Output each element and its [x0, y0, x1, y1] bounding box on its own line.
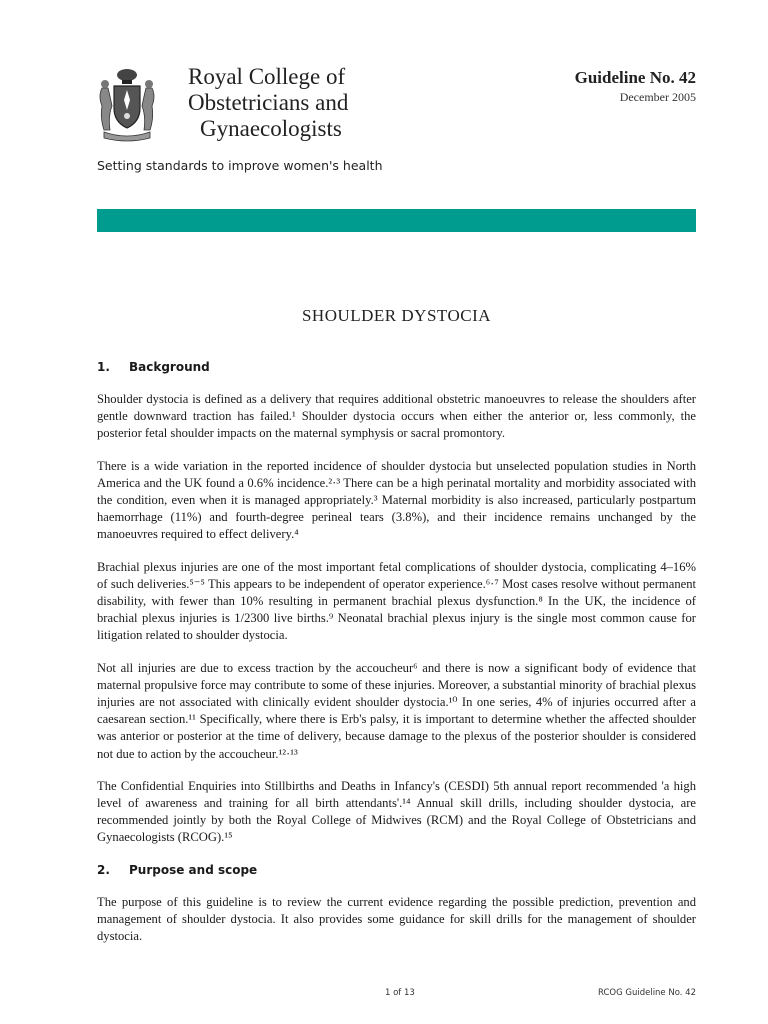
section-title: Background [129, 360, 210, 374]
coat-of-arms-icon [96, 66, 158, 142]
paragraph: The purpose of this guideline is to review the current evidence regarding the possible prediction, prevention and management of shoulder dystocia. It also provides some guidance for skill drills for the management of shoulder dystocia. [97, 894, 696, 944]
paragraph: Brachial plexus injuries are one of the most important fetal complications of shoulder dystocia, complicating 4–16% of such deliveries.⁵⁻⁵ This appears to be independent of operator experience.⁶·⁷ Most cases resolve without permanent disability, with fewer than 10% resulting in permanent brachial plexus dysfunction.⁸ In the UK, the incidence of brachial plexus injuries is 1/2300 live births.⁹ Neonatal brachial plexus injury is the single most common cause for litigation related to shoulder dystocia. [97, 559, 696, 643]
section-title: Purpose and scope [129, 862, 258, 877]
organisation-name [188, 64, 388, 142]
section-heading [97, 360, 696, 374]
paragraph: The Confidential Enquiries into Stillbirths and Deaths in Infancy's (CESDI) 5th annual report recommended 'a high level of awareness and training for all birth attendants'.¹⁴ Annual skill drills, including shoulder dystocia, are recommended jointly by both the Royal College of Midwives (RCM) and the Royal College of Obstetricians and Gynaecologists (RCOG).¹⁵ [97, 778, 696, 845]
guideline-date: December 2005 [619, 90, 696, 104]
org-name-line-1: Royal College of [188, 64, 346, 89]
paragraph: There is a wide variation in the reported incidence of shoulder dystocia but unselected population studies in North America and the UK found a 0.6% incidence.²·³ There can be a high perinatal mortality and morbidity associated with the condition, even when it is managed appropriately.³ Maternal morbidity is also increased, particularly postpartum haemorrhage (11%) and fourth-degree perineal tears (3.8%), and their incidence remains unchanged by the manoeuvres required to effect delivery.⁴ [97, 458, 696, 542]
page-number: 1 of 13 [385, 988, 415, 998]
header-band [97, 209, 696, 232]
footer-reference: RCOG Guideline No. 42 [597, 988, 696, 998]
org-name-line-3: Gynaecologists [200, 116, 342, 141]
paragraph: Shoulder dystocia is defined as a delivery that requires additional obstetric manoeuvres to release the shoulders after gentle downward traction has failed.¹ Shoulder dystocia occurs when either the anterior or, less commonly, the posterior fetal shoulder impacts on the maternal symphysis or sacral promontory. [97, 392, 696, 441]
document-title: SHOULDER DYSTOCIA [301, 306, 492, 325]
paragraph: Not all injuries are due to excess traction by the accoucheur⁶ and there is now a significant body of evidence that maternal propulsive force may contribute to some of these injuries. Moreover, a substantial minority of brachial plexus injuries are not associated with clinically evident shoulder dystocia.¹⁰ In one series, 4% of injuries occurred after a caesarean section.¹¹ Specifically, where there is Erb's palsy, it is important to determine whether the affected shoulder was anterior or posterior at the time of delivery, because damage to the plexus of the posterior shoulder is considered not due to action by the accoucheur.¹²·¹³ [97, 660, 696, 761]
guideline-number: Guideline No. 42 [574, 68, 696, 87]
section-heading [97, 863, 696, 877]
section-number: 1. [97, 360, 110, 374]
document-body [97, 360, 696, 945]
tagline: Setting standards to improve women's health [97, 158, 383, 173]
org-name-line-2: Obstetricians and [188, 90, 349, 115]
section-number: 2. [97, 862, 110, 877]
